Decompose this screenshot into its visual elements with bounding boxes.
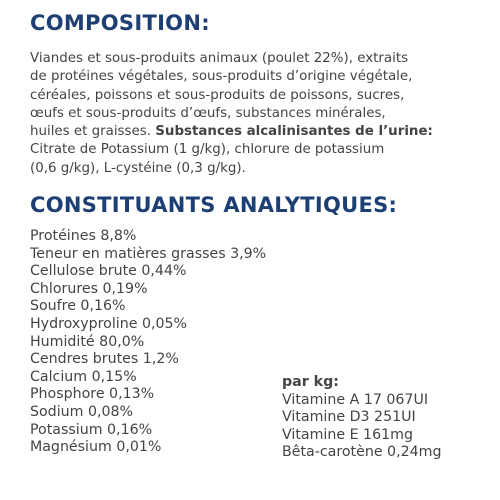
list-item: Soufre 0,16% <box>30 298 126 315</box>
composition-line: céréales, poissons et sous-produits de poissons, sucres, <box>30 87 405 103</box>
list-item: Chlorures 0,19% <box>30 280 148 297</box>
list-item: Teneur en matières grasses 3,9% <box>30 245 267 262</box>
list-item: Vitamine E 161mg <box>282 426 413 443</box>
composition-line: (0,6 g/kg), L-cystéine (0,3 g/kg). <box>30 160 246 176</box>
list-item: Potassium 0,16% <box>30 421 153 438</box>
list-item: Bêta-carotène 0,24mg <box>282 444 442 461</box>
urine-alkalinizing-label: Substances alcalinisantes de l’urine: <box>155 124 433 140</box>
list-item: Hydroxyproline 0,05% <box>30 315 188 332</box>
analytic-constituents-list <box>30 228 266 457</box>
analytic-constituents-heading: CONSTITUANTS ANALYTIQUES: <box>30 193 398 217</box>
composition-line: Citrate de Potassium (1 g/kg), chlorure de potassium <box>30 142 385 158</box>
list-item: Protéines 8,8% <box>30 228 137 244</box>
composition-line-text: huiles et graisses. <box>30 124 151 140</box>
list-item: Vitamine A 17 067UI <box>282 391 429 408</box>
composition-line: Viandes et sous-produits animaux (poulet 22%), extraits <box>30 51 409 66</box>
composition-line <box>30 123 480 141</box>
composition-text <box>30 50 480 178</box>
composition-line: de protéines végétales, sous-produits d’origine végétale, <box>30 69 413 85</box>
per-kg-heading: par kg: <box>282 374 339 390</box>
vitamins-per-kg-list <box>282 374 441 462</box>
list-item: Phosphore 0,13% <box>30 386 155 403</box>
list-item: Vitamine D3 251UI <box>282 409 416 426</box>
composition-heading: COMPOSITION: <box>30 11 210 35</box>
list-item: Magnésium 0,01% <box>30 439 162 456</box>
list-item: Cendres brutes 1,2% <box>30 351 179 368</box>
composition-line: œufs et sous-produits d’œufs, substances minérales, <box>30 105 386 121</box>
list-item: Cellulose brute 0,44% <box>30 263 187 280</box>
list-item: Calcium 0,15% <box>30 368 137 385</box>
list-item: Sodium 0,08% <box>30 403 134 420</box>
list-item: Humidité 80,0% <box>30 333 145 350</box>
